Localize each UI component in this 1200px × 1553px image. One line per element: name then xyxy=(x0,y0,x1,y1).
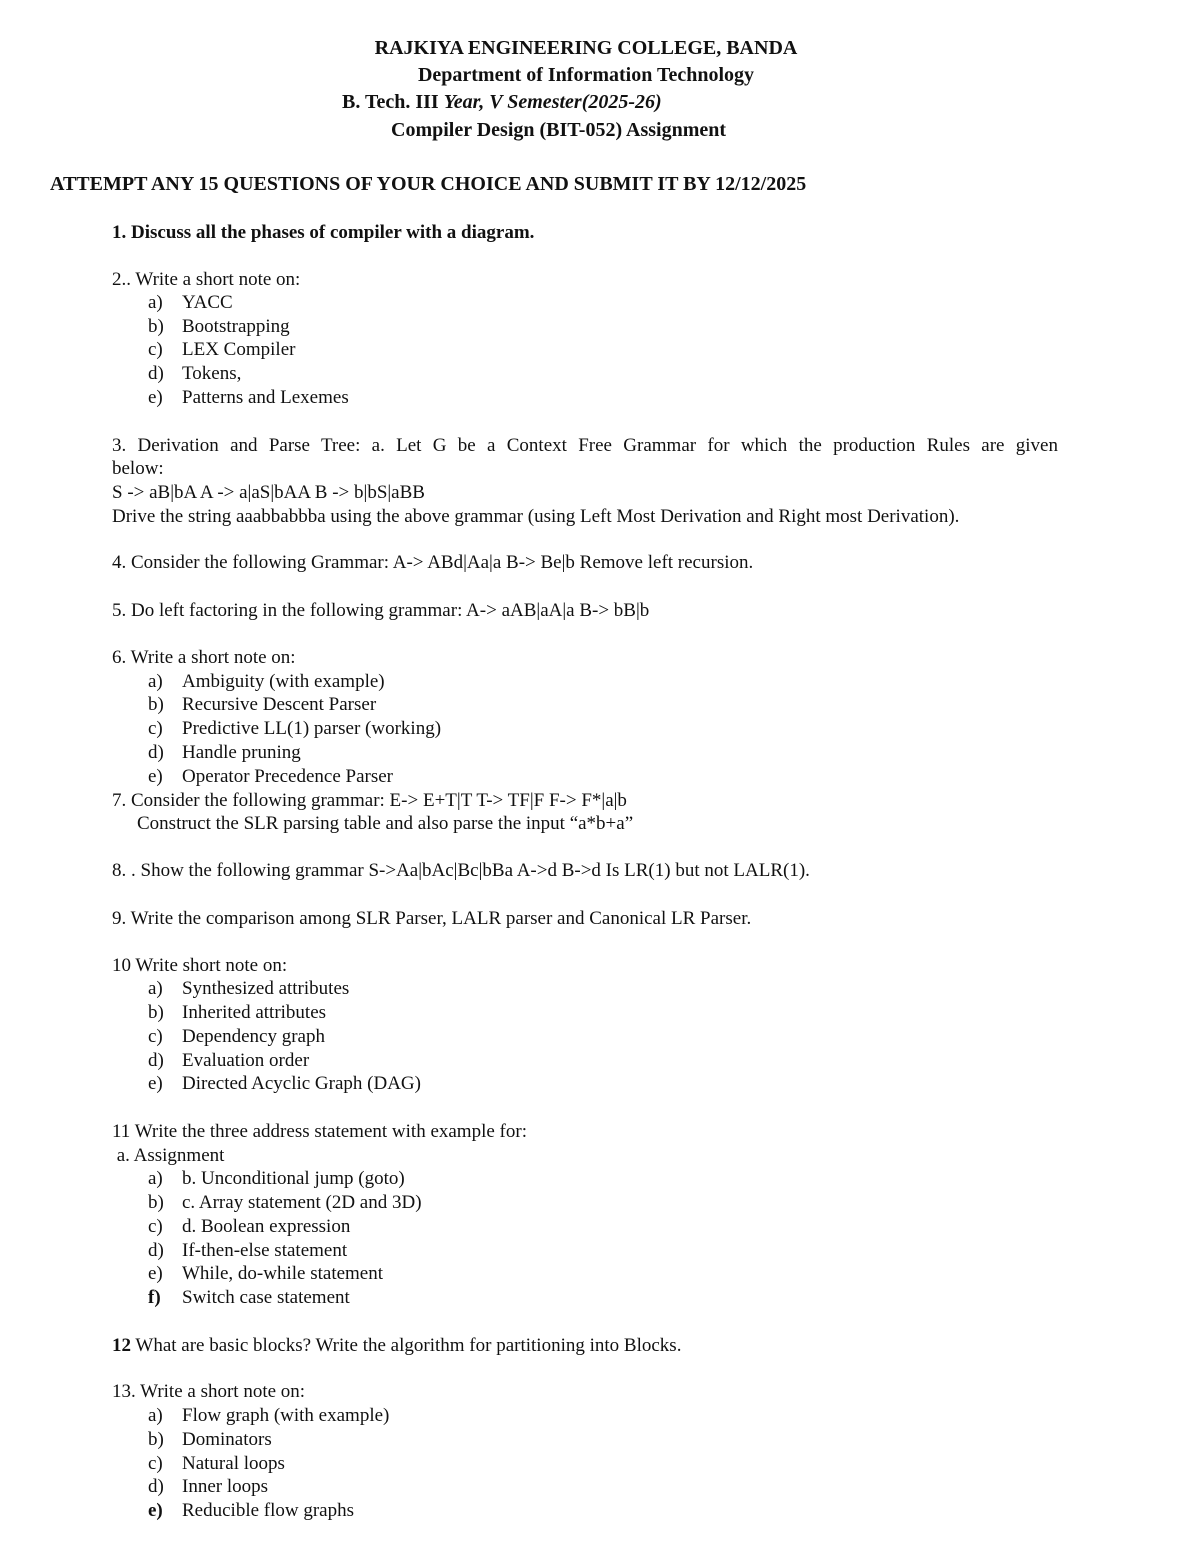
question-8: 8. . Show the following grammar S->Aa|bAc|Bc|bBa A->d B->d Is LR(1) but not LALR(1). xyxy=(112,860,810,881)
list-marker: e) xyxy=(148,387,163,408)
list-marker: a) xyxy=(148,671,163,692)
list-text: Inner loops xyxy=(182,1476,269,1497)
question-4: 4. Consider the following Grammar: A-> ABd|Aa|a B-> Be|b Remove left recursion. xyxy=(112,552,754,573)
list-marker: b) xyxy=(148,694,164,715)
list-item xyxy=(148,741,301,765)
list-item xyxy=(148,291,233,315)
list-text: Directed Acyclic Graph (DAG) xyxy=(182,1073,421,1094)
list-item xyxy=(148,670,385,694)
list-item xyxy=(148,765,393,789)
list-marker: c) xyxy=(148,1453,163,1474)
list-marker: d) xyxy=(148,1050,164,1071)
list-marker: b) xyxy=(148,1002,164,1023)
question-1: 1. Discuss all the phases of compiler with a diagram. xyxy=(112,222,535,243)
list-item xyxy=(148,315,290,339)
list-marker: d) xyxy=(148,1240,164,1261)
list-item xyxy=(148,1499,354,1523)
list-marker: a) xyxy=(148,292,163,313)
list-text: c. Array statement (2D and 3D) xyxy=(182,1192,422,1213)
list-text: Evaluation order xyxy=(182,1050,310,1071)
question-7-line-2: Construct the SLR parsing table and also parse the input “a*b+a” xyxy=(137,813,634,834)
list-item xyxy=(148,1475,268,1499)
list-item xyxy=(148,1452,285,1476)
question-10: 10 Write short note on: xyxy=(112,955,288,976)
question-7-line-1: 7. Consider the following grammar: E-> E+T|T T-> TF|F F-> F*|a|b xyxy=(112,790,627,811)
list-text: LEX Compiler xyxy=(182,339,296,360)
list-marker: c) xyxy=(148,1026,163,1047)
list-text: Bootstrapping xyxy=(182,316,290,337)
list-item xyxy=(148,1262,383,1286)
question-3-grammar: S -> aB|bA A -> a|aS|bAA B -> b|bS|aBB xyxy=(112,482,425,503)
list-item xyxy=(148,338,295,362)
list-text: Reducible flow graphs xyxy=(182,1500,355,1521)
list-item xyxy=(148,1215,350,1239)
list-item xyxy=(148,1286,350,1310)
list-item xyxy=(148,362,241,386)
list-text: b. Unconditional jump (goto) xyxy=(182,1168,405,1189)
list-text: Flow graph (with example) xyxy=(182,1405,390,1426)
list-item xyxy=(148,1428,272,1452)
list-text: Dominators xyxy=(182,1429,272,1450)
list-marker: e) xyxy=(148,1073,163,1094)
list-text: Inherited attributes xyxy=(182,1002,327,1023)
list-text: If-then-else statement xyxy=(182,1240,348,1261)
list-item xyxy=(148,717,441,741)
question-9: 9. Write the comparison among SLR Parser, LALR parser and Canonical LR Parser. xyxy=(112,908,752,929)
list-marker: a) xyxy=(148,1168,163,1189)
year-italic: Year, V Semester(2025-26) xyxy=(443,91,662,113)
list-item xyxy=(148,1072,421,1096)
list-marker: c) xyxy=(148,339,163,360)
question-2: 2.. Write a short note on: xyxy=(112,269,301,290)
question-3-line-4: Drive the string aaabbabbba using the above grammar (using Left Most Derivation and Right most Derivation). xyxy=(112,506,960,527)
list-text: Natural loops xyxy=(182,1453,285,1474)
list-text: Patterns and Lexemes xyxy=(182,387,349,408)
question-3-line-1: 3. Derivation and Parse Tree: a. Let G be a Context Free Grammar for which the production Rules are given xyxy=(112,435,1058,456)
question-6: 6. Write a short note on: xyxy=(112,647,296,668)
question-13: 13. Write a short note on: xyxy=(112,1381,306,1402)
list-marker: d) xyxy=(148,363,164,384)
college-name: RAJKIYA ENGINEERING COLLEGE, BANDA xyxy=(374,37,798,59)
list-marker: a) xyxy=(148,978,163,999)
list-marker: e) xyxy=(148,1500,163,1521)
list-item xyxy=(148,977,349,1001)
list-text: Recursive Descent Parser xyxy=(182,694,377,715)
question-11-sub: a. Assignment xyxy=(112,1145,225,1166)
list-text: Dependency graph xyxy=(182,1026,325,1047)
list-item xyxy=(148,386,349,410)
list-item xyxy=(148,1025,325,1049)
list-text: Tokens, xyxy=(182,363,242,384)
year-prefix: B. Tech. III xyxy=(342,91,444,113)
list-item xyxy=(148,1239,347,1263)
list-text: d. Boolean expression xyxy=(182,1216,351,1237)
question-12-number: 12 xyxy=(112,1335,131,1356)
department-name: Department of Information Technology xyxy=(417,64,755,86)
list-marker: b) xyxy=(148,1429,164,1450)
list-item xyxy=(148,1167,405,1191)
list-text: Switch case statement xyxy=(182,1287,350,1308)
list-marker: c) xyxy=(148,1216,163,1237)
list-marker: f) xyxy=(148,1287,161,1308)
question-12-text: What are basic blocks? Write the algorithm for partitioning into Blocks. xyxy=(131,1335,682,1356)
instruction-heading: ATTEMPT ANY 15 QUESTIONS OF YOUR CHOICE AND SUBMIT IT BY 12/12/2025 xyxy=(50,173,807,195)
course-title: Compiler Design (BIT-052) Assignment xyxy=(391,119,727,141)
list-item xyxy=(148,1191,422,1215)
list-text: Predictive LL(1) parser (working) xyxy=(182,718,442,739)
list-text: YACC xyxy=(182,292,233,313)
list-item xyxy=(148,1404,389,1428)
list-text: Handle pruning xyxy=(182,742,301,763)
list-marker: d) xyxy=(148,1476,164,1497)
question-5: 5. Do left factoring in the following grammar: A-> aAB|aA|a B-> bB|b xyxy=(112,600,650,621)
list-marker: e) xyxy=(148,1263,163,1284)
list-marker: b) xyxy=(148,1192,164,1213)
list-text: Synthesized attributes xyxy=(182,978,350,999)
question-3-line-2: below: xyxy=(112,458,164,479)
list-marker: b) xyxy=(148,316,164,337)
list-marker: c) xyxy=(148,718,163,739)
list-text: Operator Precedence Parser xyxy=(182,766,393,787)
list-text: While, do-while statement xyxy=(182,1263,384,1284)
list-item xyxy=(148,1001,326,1025)
question-11: 11 Write the three address statement with example for: xyxy=(112,1121,527,1142)
year-semester xyxy=(342,90,662,114)
list-text: Ambiguity (with example) xyxy=(182,671,385,692)
list-marker: e) xyxy=(148,766,163,787)
list-item xyxy=(148,1049,309,1073)
list-item xyxy=(148,693,376,717)
list-marker: d) xyxy=(148,742,164,763)
question-12 xyxy=(112,1334,681,1358)
list-marker: a) xyxy=(148,1405,163,1426)
